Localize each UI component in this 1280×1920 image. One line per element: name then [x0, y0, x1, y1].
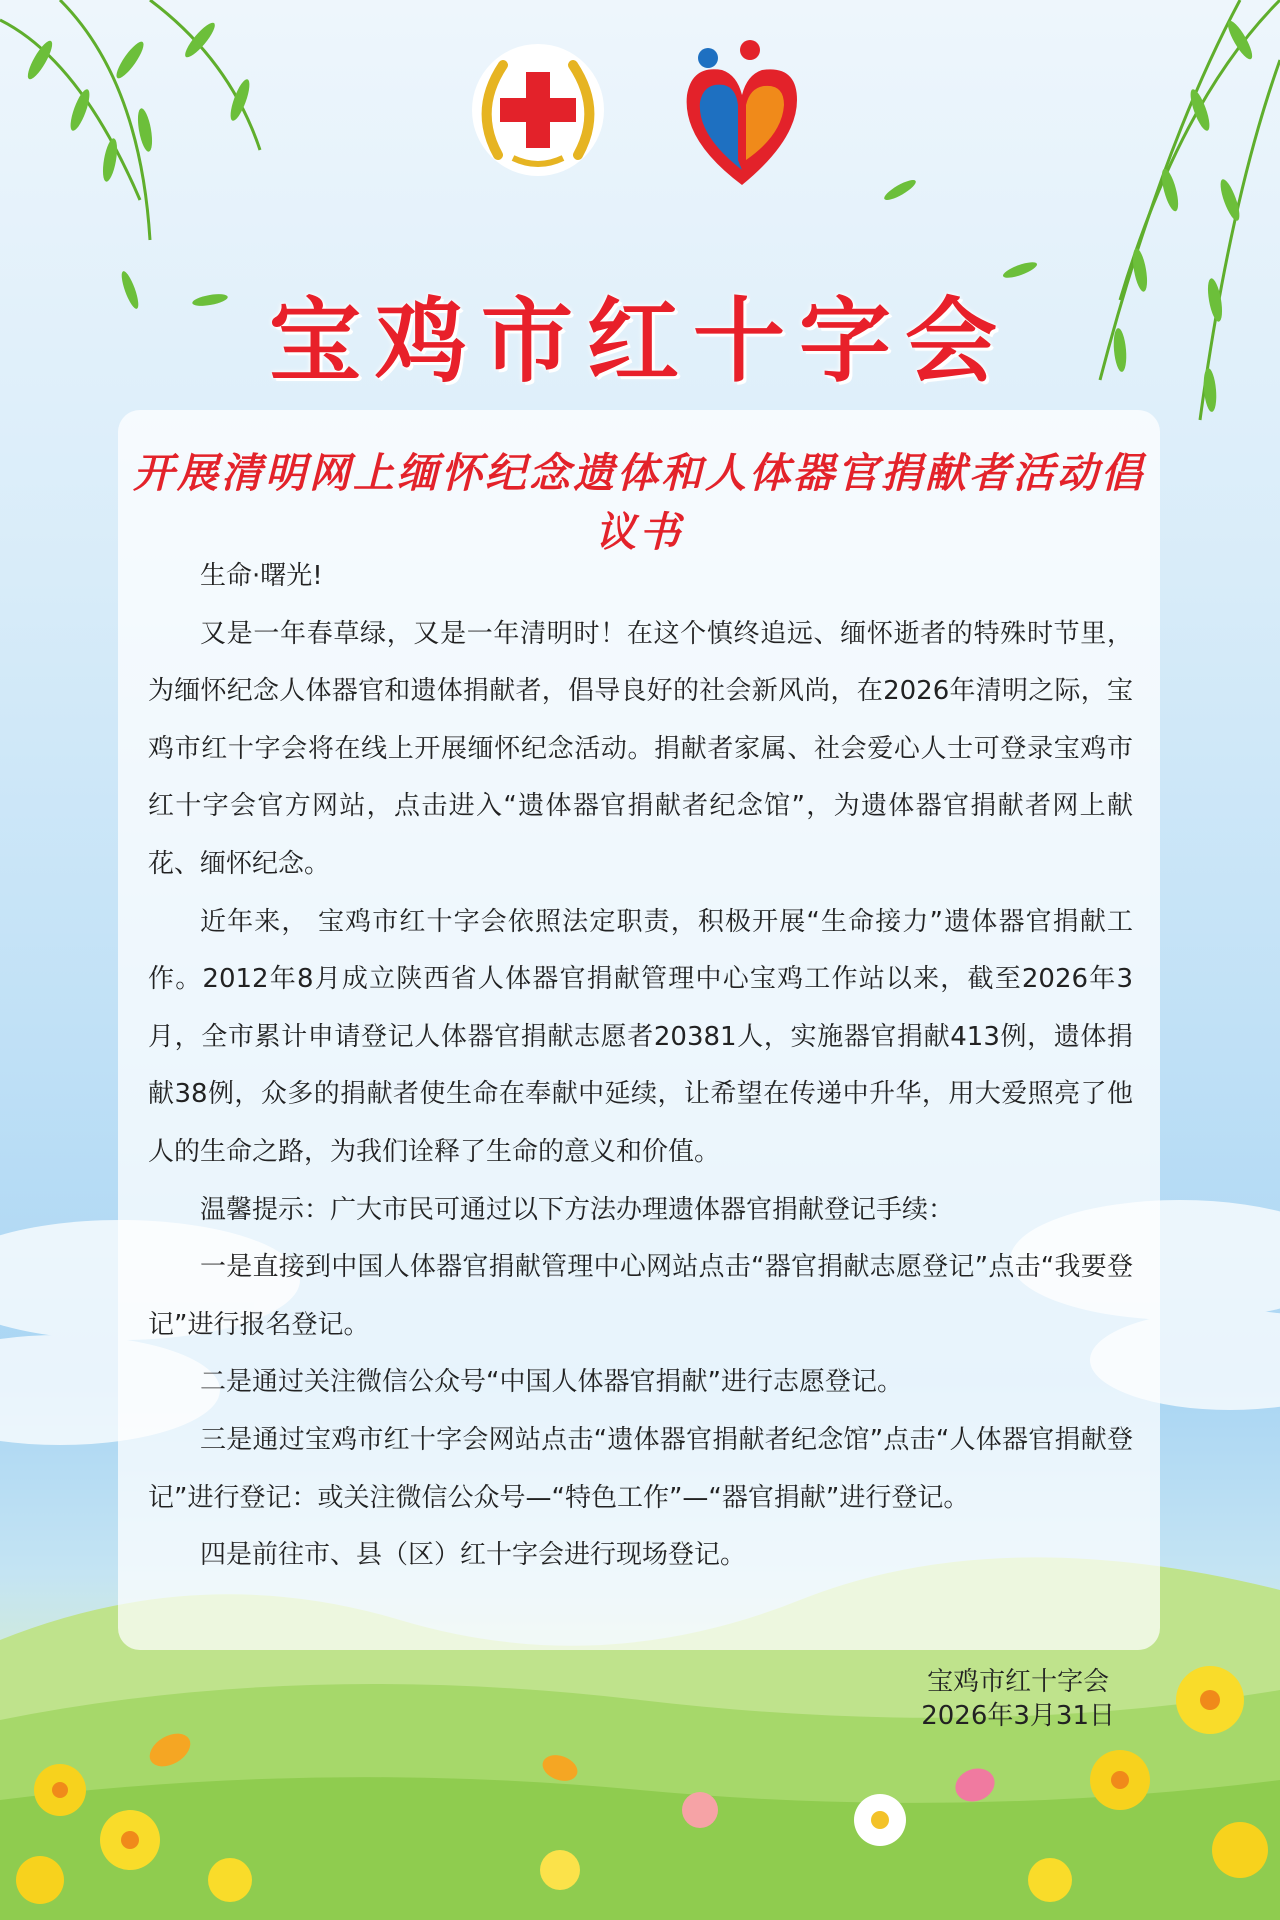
paragraph-reminder: 温馨提示：广大市民可通过以下方法办理遗体器官捐献登记手续：	[200, 1194, 955, 1225]
greeting: 生命·曙光!	[200, 561, 323, 591]
paragraph-method-3: 三是通过宝鸡市红十字会网站点击“遗体器官捐献者纪念馆”点击“人体器官捐献登记”进行登记：或关注微信公众号—“特色工作”—“器官捐献”进行登记。	[148, 1424, 1133, 1513]
organ-donation-heart-icon	[672, 40, 812, 190]
org-title: 宝鸡市红十字会	[268, 288, 1011, 395]
signature-date: 2026年3月31日	[921, 1701, 1115, 1731]
paragraph-method-1: 一是直接到中国人体器官捐献管理中心网站点击“器官捐献志愿登记”点击“我要登记”进行报名登记。	[148, 1252, 1133, 1340]
paragraph-method-4: 四是前往市、县（区）红十字会进行现场登记。	[200, 1540, 747, 1571]
signature-org: 宝鸡市红十字会	[927, 1667, 1110, 1697]
paragraph-intro: 又是一年春草绿，又是一年清明时！在这个慎终追远、缅怀逝者的特殊时节里，为缅怀纪念人体器官和遗体捐献者，倡导良好的社会新风尚，在2026年清明之际，宝鸡市红十字会将在线上开展缅怀纪念活动。捐献者家属、社会爱心人士可登录宝鸡市红十字会官方网站，点击进入“遗体器官捐献者纪念馆”，为遗体器官捐献者网上献花、缅怀纪念。	[148, 618, 1133, 879]
document-title: 开展清明网上缅怀纪念遗体和人体器官捐献者活动倡议书	[133, 449, 1145, 556]
paragraph-work-summary: 近年来， 宝鸡市红十字会依照法定职责，积极开展“生命接力”遗体器官捐献工作。2012年8月成立陕西省人体器官捐献管理中心宝鸡工作站以来，截至2026年3月，全市累计申请登记人体器官捐献志愿者20381人，实施器官捐献413例，遗体捐献38例，众多的捐献者使生命在奉献中延续，让希望在传递中升华，用大爱照亮了他人的生命之路，为我们诠释了生命的意义和价值。	[148, 906, 1133, 1167]
document-body	[148, 548, 1133, 1585]
paragraph-method-2: 二是通过关注微信公众号“中国人体器官捐献”进行志愿登记。	[200, 1367, 903, 1398]
red-cross-wreath-icon	[468, 40, 608, 180]
signature-block	[921, 1665, 1115, 1733]
logo-row	[0, 40, 1280, 190]
